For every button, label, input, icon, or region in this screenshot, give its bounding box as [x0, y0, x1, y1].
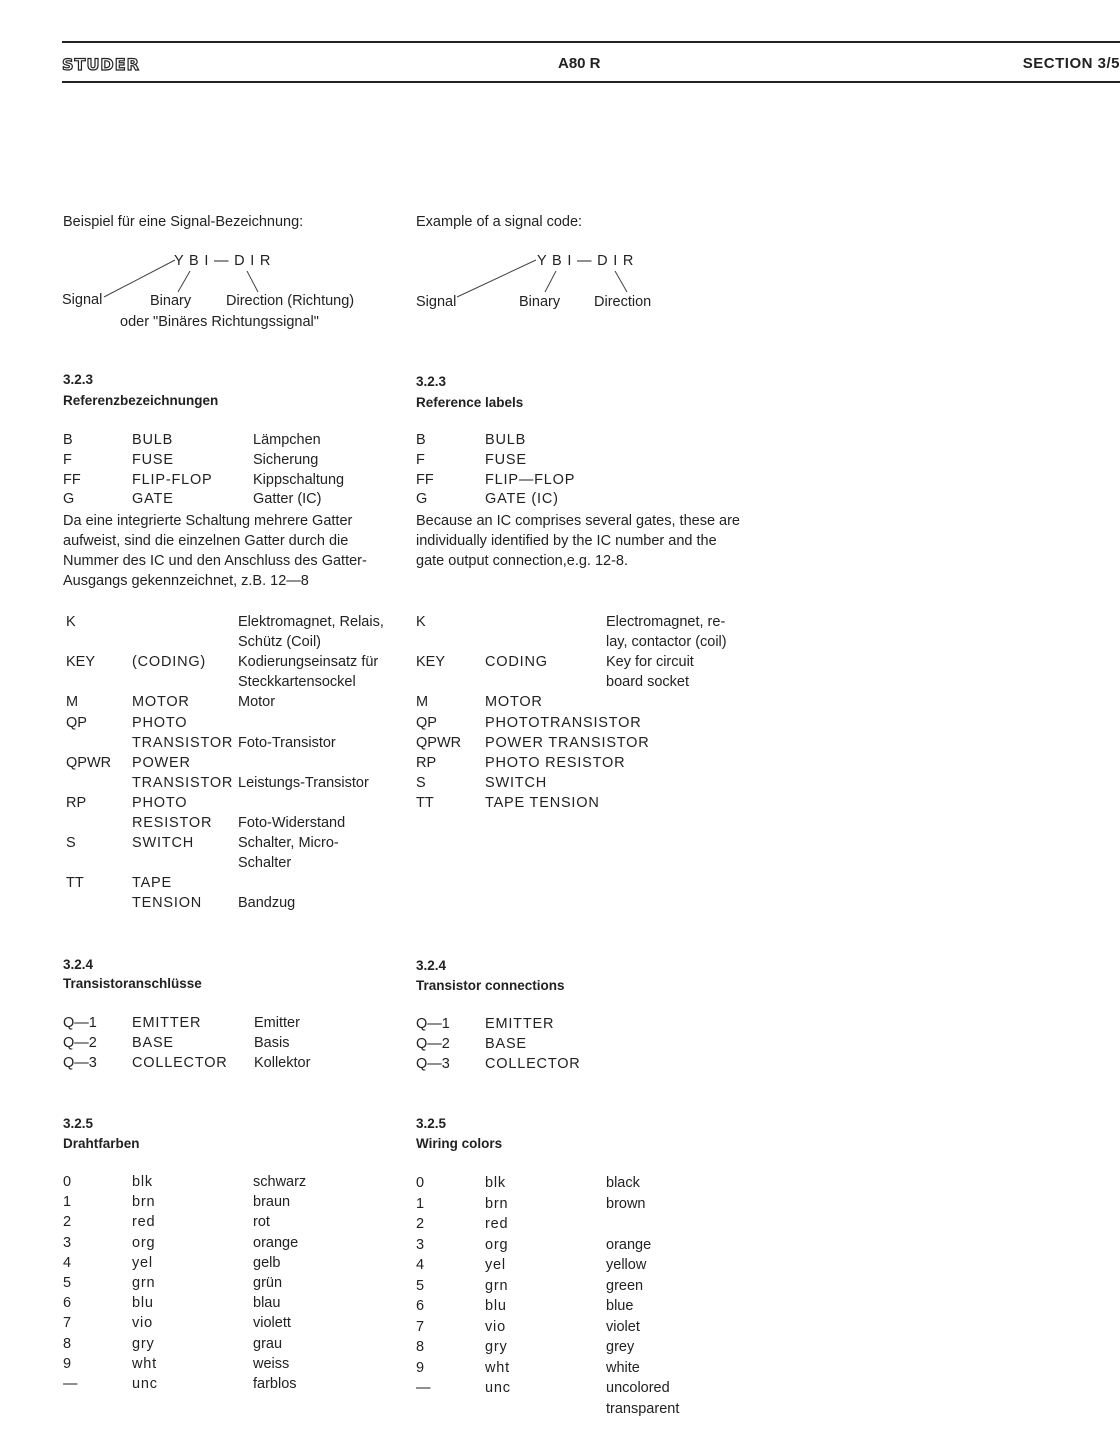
de-para-line: Ausgangs gekennzeichnet, z.B. 12—8 — [63, 573, 309, 589]
en-wire-cell: wht — [485, 1359, 510, 1376]
de-wire-cell: blu — [132, 1295, 154, 1312]
de-wiring-number: 3.2.5 — [63, 1116, 94, 1131]
en-ref-cell: B — [416, 432, 426, 448]
de-wire-cell: weiss — [253, 1355, 290, 1372]
de-wire-cell: schwarz — [253, 1174, 307, 1190]
de-wire-cell: grün — [253, 1275, 283, 1291]
de-ref-cell: Lämpchen — [253, 432, 321, 448]
en-ref2-cell: TAPE TENSION — [485, 794, 600, 811]
en-wire-cell: brown — [606, 1195, 646, 1212]
de-ref2-cell: Leistungs-Transistor — [238, 774, 369, 791]
de-ref-cell: Kippschaltung — [253, 471, 345, 488]
de-signal-code: Y B I — D I R — [174, 253, 272, 269]
en-binary-label: Binary — [519, 294, 561, 310]
en-wire-cell: — — [416, 1380, 431, 1396]
en-wire-cell: blu — [485, 1298, 507, 1314]
de-ref2-cell: PHOTO — [132, 714, 188, 731]
de-ref2-cell: MOTOR — [132, 694, 190, 711]
en-ref-cell: FLIP—FLOP — [485, 471, 576, 488]
en-ref2-cell: QP — [416, 714, 437, 731]
de-wire-cell: 0 — [63, 1174, 72, 1190]
en-trans-cell: COLLECTOR — [485, 1056, 581, 1072]
de-ref2-cell: Schalter — [238, 855, 292, 872]
en-example-intro: Example of a signal code: — [416, 214, 583, 230]
de-wire-cell: yel — [132, 1254, 153, 1271]
de-wire-cell: 7 — [63, 1315, 72, 1332]
de-wire-cell: wht — [132, 1355, 157, 1372]
de-ref2-cell: Kodierungseinsatz für — [238, 654, 379, 671]
de-ref-cell: FF — [63, 471, 81, 488]
de-ref2-cell: TENSION — [132, 895, 203, 912]
de-para-line: Nummer des IC und den Anschluss des Gatter- — [63, 553, 367, 569]
de-trans-cell: EMITTER — [132, 1015, 202, 1031]
de-ref2-cell: Foto-Widerstand — [238, 815, 346, 831]
de-trans-cell: Emitter — [254, 1015, 300, 1031]
en-ref2-cell: CODING — [485, 654, 548, 671]
de-ref2-cell: (CODING) — [132, 654, 207, 671]
de-wire-cell: 9 — [63, 1355, 72, 1372]
de-ref2-cell: RP — [66, 794, 87, 811]
studer-logo: STUDER — [62, 55, 140, 74]
en-wire-cell: green — [606, 1277, 644, 1294]
en-wire-cell: violet — [606, 1318, 640, 1335]
en-wire-cell: org — [485, 1236, 509, 1253]
en-wire-cell: yellow — [606, 1257, 647, 1273]
de-wiring-title: Drahtfarben — [63, 1136, 140, 1151]
de-gate-paragraph — [63, 511, 389, 591]
de-ref2-cell: QPWR — [66, 754, 112, 771]
de-section-title: Referenzbezeichnungen — [63, 393, 219, 408]
de-example-intro: Beispiel für eine Signal-Bezeichnung: — [63, 214, 304, 230]
en-para-line: Because an IC comprises several gates, these are — [416, 513, 740, 529]
en-para-line: gate output connection,e.g. 12-8. — [416, 553, 629, 569]
de-ref2-cell: S — [66, 835, 76, 852]
de-wire-cell: farblos — [253, 1376, 297, 1392]
en-wire-cell: 1 — [416, 1195, 425, 1212]
de-ref-cell: FLIP-FLOP — [132, 471, 213, 488]
de-ref2-cell: QP — [66, 714, 87, 731]
de-note: oder "Binäres Richtungssignal" — [120, 314, 319, 330]
de-section-number: 3.2.3 — [63, 372, 94, 387]
de-wire-cell: grn — [132, 1275, 156, 1291]
en-wire-cell: grey — [606, 1339, 635, 1355]
de-wire-cell: 1 — [63, 1194, 72, 1211]
de-trans-cell: COLLECTOR — [132, 1055, 228, 1071]
de-wire-cell: 2 — [63, 1214, 72, 1231]
de-ref2-cell: Steckkartensockel — [238, 674, 356, 691]
en-wire-cell: 8 — [416, 1339, 425, 1355]
de-para-line: aufweist, sind die einzelnen Gatter durch die — [63, 533, 349, 549]
de-ref2-cell: Foto-Transistor — [238, 734, 336, 751]
de-trans-cell: Q—1 — [63, 1015, 97, 1031]
de-wire-cell: gelb — [253, 1254, 281, 1271]
en-wire-cell: 9 — [416, 1359, 425, 1376]
de-wire-cell: 8 — [63, 1335, 72, 1352]
de-transistor-title: Transistoranschlüsse — [63, 976, 202, 991]
en-trans-cell: Q—1 — [416, 1016, 450, 1032]
de-ref2-cell: TRANSISTOR — [132, 734, 234, 751]
de-ref2-cell: Elektromagnet, Relais, — [238, 614, 384, 630]
en-wire-cell: blue — [606, 1298, 634, 1314]
de-wire-cell: unc — [132, 1376, 158, 1392]
de-ref2-cell: M — [66, 694, 79, 711]
de-wire-cell: grau — [253, 1335, 283, 1352]
de-ref2-cell: Bandzug — [238, 895, 296, 912]
en-ref2-cell: lay, contactor (coil) — [606, 634, 727, 651]
de-ref2-cell: TT — [66, 875, 84, 892]
en-wire-cell: 3 — [416, 1236, 425, 1253]
en-wire-cell: orange — [606, 1236, 652, 1253]
de-signal-label: Signal — [62, 292, 103, 308]
en-ref2-cell: board socket — [606, 674, 690, 691]
de-ref2-cell: PHOTO — [132, 794, 188, 811]
de-ref-cell: Gatter (IC) — [253, 491, 322, 508]
en-section-title: Reference labels — [416, 395, 524, 410]
en-ref2-cell: SWITCH — [485, 774, 547, 791]
de-direction-label: Direction (Richtung) — [226, 293, 355, 309]
de-ref2-cell: POWER — [132, 754, 191, 771]
de-wire-cell: rot — [253, 1214, 270, 1231]
de-wire-cell: 3 — [63, 1234, 72, 1251]
en-trans-cell: Q—3 — [416, 1056, 450, 1072]
en-direction-label: Direction — [594, 294, 652, 310]
model-label: A80 R — [558, 55, 601, 72]
de-ref-cell: GATE — [132, 491, 174, 508]
en-wire-cell: 7 — [416, 1318, 425, 1335]
en-wire-cell: 2 — [416, 1216, 425, 1232]
de-ref-cell: F — [63, 451, 72, 468]
en-transistor-number: 3.2.4 — [416, 958, 447, 973]
en-ref-cell: FUSE — [485, 451, 527, 468]
de-wire-cell: braun — [253, 1194, 291, 1211]
de-ref-cell: G — [63, 491, 75, 508]
de-wire-cell: 4 — [63, 1254, 72, 1271]
en-ref-cell: G — [416, 491, 428, 508]
en-wire-cell: unc — [485, 1380, 511, 1396]
de-ref-cell: FUSE — [132, 451, 174, 468]
de-wire-cell: 5 — [63, 1275, 72, 1291]
de-wire-cell: orange — [253, 1234, 299, 1251]
en-wire-cell: 6 — [416, 1298, 425, 1314]
en-ref2-cell: PHOTO RESISTOR — [485, 754, 626, 771]
en-wire-cell: 0 — [416, 1175, 425, 1191]
de-trans-cell: BASE — [132, 1035, 174, 1051]
en-ref2-cell: TT — [416, 794, 434, 811]
en-signal-code: Y B I — D I R — [537, 253, 635, 269]
en-ref2-cell: S — [416, 774, 426, 791]
de-para-line: Da eine integrierte Schaltung mehrere Gatter — [63, 513, 353, 529]
de-wire-cell: gry — [132, 1335, 155, 1352]
en-wire-cell: yel — [485, 1257, 506, 1273]
de-wire-cell: violett — [253, 1315, 291, 1332]
de-trans-cell: Kollektor — [254, 1055, 311, 1071]
en-wire-cell: vio — [485, 1318, 506, 1335]
en-section-number: 3.2.3 — [416, 374, 447, 389]
en-ref2-cell: M — [416, 694, 429, 711]
en-ref-cell: F — [416, 451, 425, 468]
en-trans-cell: BASE — [485, 1036, 527, 1052]
de-ref2-cell: Motor — [238, 694, 276, 711]
en-wire-cell: brn — [485, 1195, 509, 1212]
en-wire-cell: transparent — [606, 1400, 680, 1417]
en-ref2-cell: POWER TRANSISTOR — [485, 734, 650, 751]
en-ref2-cell: RP — [416, 754, 437, 771]
de-wire-cell: — — [63, 1376, 78, 1392]
de-wire-cell: vio — [132, 1315, 153, 1332]
en-wire-cell: uncolored — [606, 1380, 670, 1396]
de-trans-cell: Q—3 — [63, 1055, 97, 1071]
en-ref2-cell: KEY — [416, 654, 446, 671]
en-ref-cell: FF — [416, 471, 434, 488]
de-ref2-cell: Schütz (Coil) — [238, 634, 321, 651]
de-ref2-cell: SWITCH — [132, 835, 194, 852]
de-wire-cell: org — [132, 1234, 156, 1251]
de-ref2-cell: TRANSISTOR — [132, 774, 234, 791]
en-ref2-cell: K — [416, 614, 426, 630]
en-para-line: individually identified by the IC number and the — [416, 533, 717, 549]
de-ref2-cell: RESISTOR — [132, 815, 213, 831]
en-wire-cell: gry — [485, 1339, 508, 1355]
de-ref2-cell: TAPE — [132, 875, 172, 892]
en-trans-cell: EMITTER — [485, 1016, 555, 1032]
en-ref-cell: BULB — [485, 432, 527, 448]
de-trans-cell: Q—2 — [63, 1035, 97, 1051]
de-ref2-cell: KEY — [66, 654, 96, 671]
en-wire-cell: 5 — [416, 1277, 425, 1294]
en-ref2-cell: QPWR — [416, 734, 462, 751]
en-ref2-cell: PHOTOTRANSISTOR — [485, 714, 642, 731]
en-wire-cell: blk — [485, 1175, 506, 1191]
en-trans-cell: Q—2 — [416, 1036, 450, 1052]
de-transistor-number: 3.2.4 — [63, 957, 94, 972]
de-wire-cell: blau — [253, 1295, 281, 1312]
de-wire-cell: red — [132, 1214, 156, 1231]
signal-code-diagram — [0, 0, 1120, 340]
de-trans-cell: Basis — [254, 1035, 290, 1051]
de-ref-cell: Sicherung — [253, 451, 319, 468]
en-ref-cell: GATE (IC) — [485, 491, 559, 508]
en-wire-cell: 4 — [416, 1257, 425, 1273]
en-ref2-cell: Electromagnet, re- — [606, 614, 726, 630]
de-ref-cell: B — [63, 432, 73, 448]
en-gate-paragraph — [416, 511, 743, 571]
en-wire-cell: white — [606, 1359, 640, 1376]
de-binary-label: Binary — [150, 293, 192, 309]
en-wire-cell: grn — [485, 1277, 509, 1294]
en-transistor-title: Transistor connections — [416, 978, 565, 993]
en-signal-label: Signal — [416, 294, 457, 310]
section-label: SECTION 3/5 — [1022, 55, 1120, 72]
en-ref2-cell: MOTOR — [485, 694, 543, 711]
en-wiring-number: 3.2.5 — [416, 1116, 447, 1131]
de-ref-cell: BULB — [132, 432, 174, 448]
de-ref2-cell: K — [66, 614, 76, 630]
en-ref2-cell: Key for circuit — [606, 654, 694, 671]
de-wire-cell: brn — [132, 1194, 156, 1211]
en-wire-cell: black — [606, 1175, 640, 1191]
en-wiring-title: Wiring colors — [416, 1136, 503, 1151]
de-ref2-cell: Schalter, Micro- — [238, 835, 339, 852]
de-wire-cell: blk — [132, 1174, 153, 1190]
de-wire-cell: 6 — [63, 1295, 72, 1312]
en-wire-cell: red — [485, 1216, 509, 1232]
